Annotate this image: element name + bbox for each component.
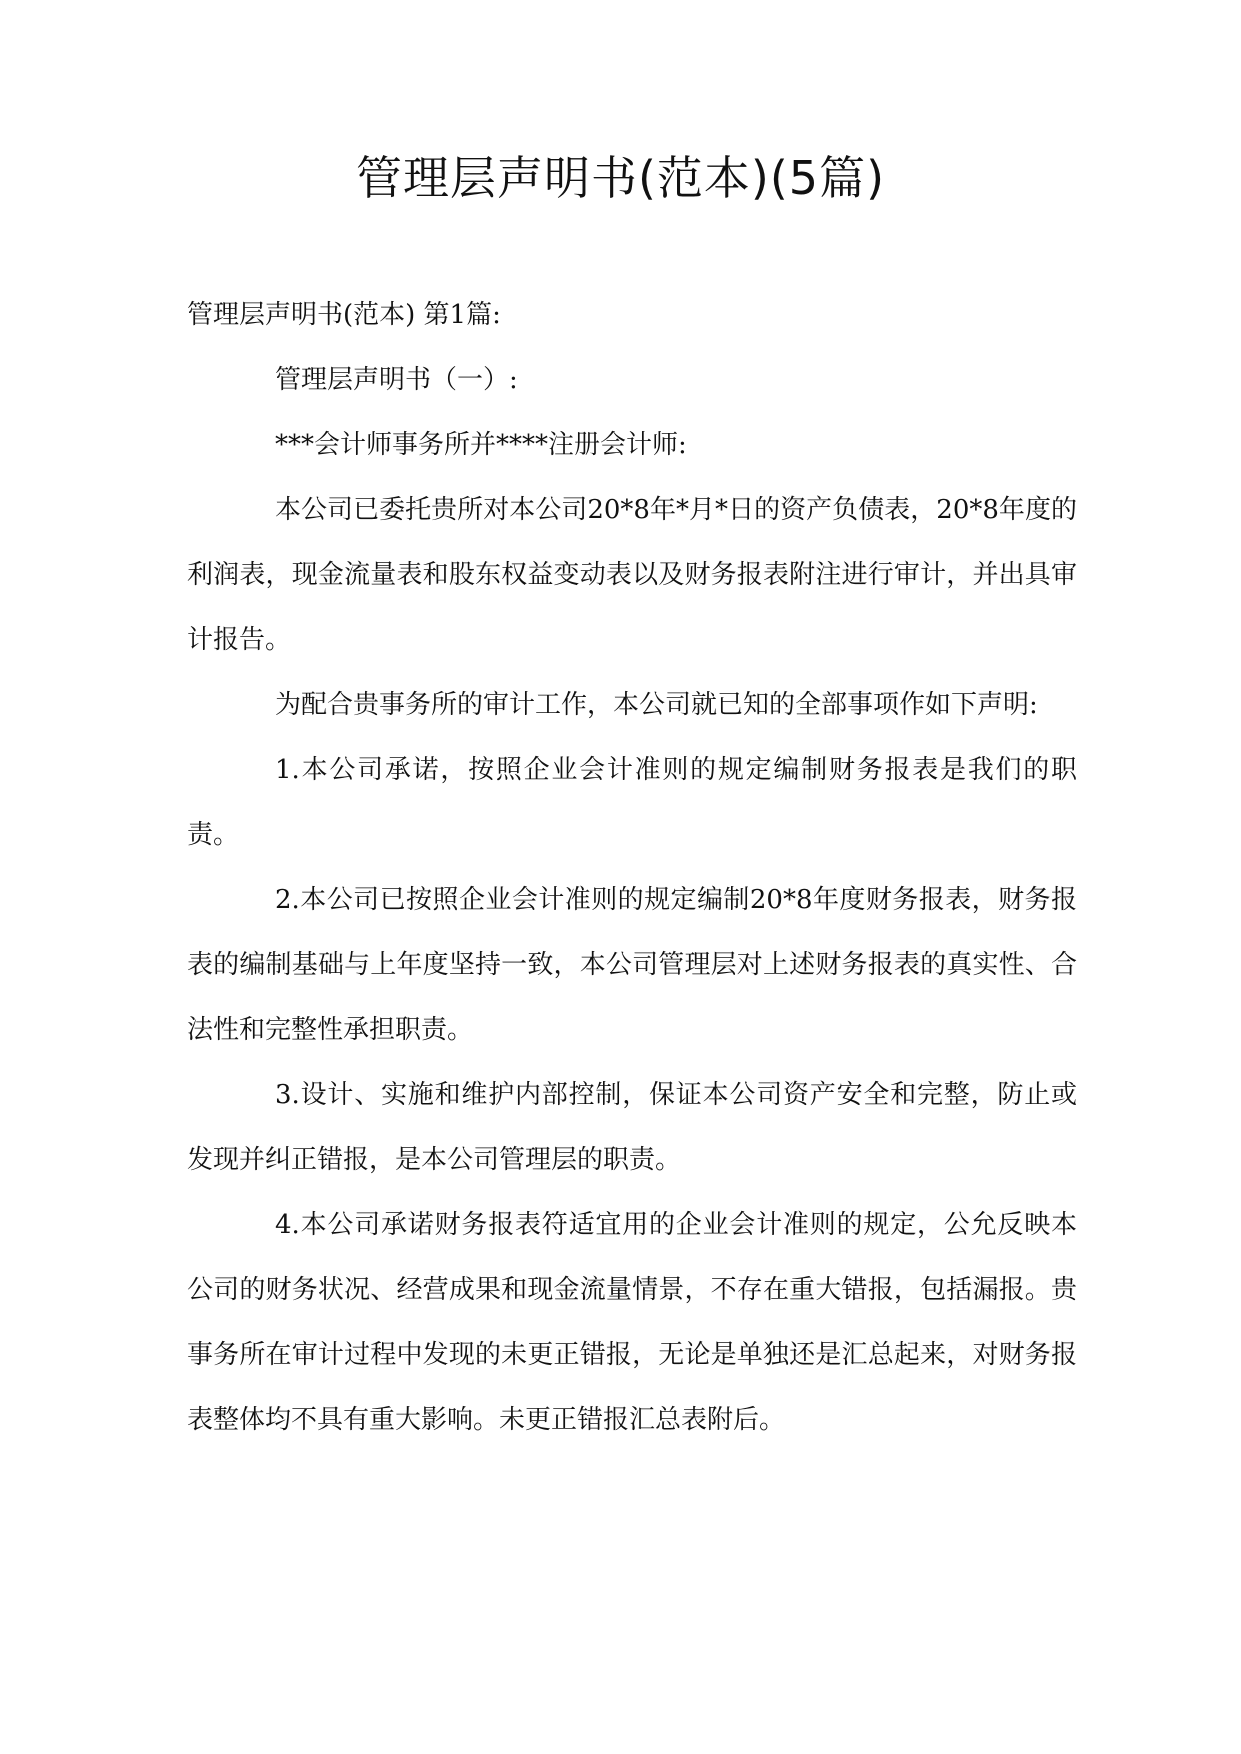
section-heading: 管理层声明书(范本) 第1篇: <box>187 300 501 330</box>
numbered-item: 1.本公司承诺，按照企业会计准则的规定编制财务报表是我们的职责。 <box>187 755 1077 850</box>
body-paragraph: 为配合贵事务所的审计工作，本公司就已知的全部事项作如下声明: <box>275 690 1038 720</box>
numbered-item: 2.本公司已按照企业会计准则的规定编制20*8年度财务报表，财务报表的编制基础与上年度坚持一致，本公司管理层对上述财务报表的真实性、合法性和完整性承担职责。 <box>187 885 1077 1045</box>
body-paragraph: 本公司已委托贵所对本公司20*8年*月*日的资产负债表，20*8年度的利润表，现金流量表和股东权益变动表以及财务报表附注进行审计，并出具审计报告。 <box>187 495 1077 655</box>
numbered-item: 3.设计、实施和维护内部控制，保证本公司资产安全和完整，防止或发现并纠正错报，是本公司管理层的职责。 <box>187 1080 1077 1175</box>
numbered-item: 4.本公司承诺财务报表符适宜用的企业会计准则的规定，公允反映本公司的财务状况、经营成果和现金流量情景，不存在重大错报，包括漏报。贵事务所在审计过程中发现的未更正错报，无论是单独还是汇总起来，对财务报表整体均不具有重大影响。未更正错报汇总表附后。 <box>187 1210 1077 1435</box>
addressee-line: ***会计师事务所并****注册会计师: <box>275 430 687 460</box>
statement-heading: 管理层声明书（一）: <box>275 365 518 395</box>
document-body <box>187 283 1077 1453</box>
document-title: 管理层声明书(范本)(5篇) <box>355 151 886 205</box>
